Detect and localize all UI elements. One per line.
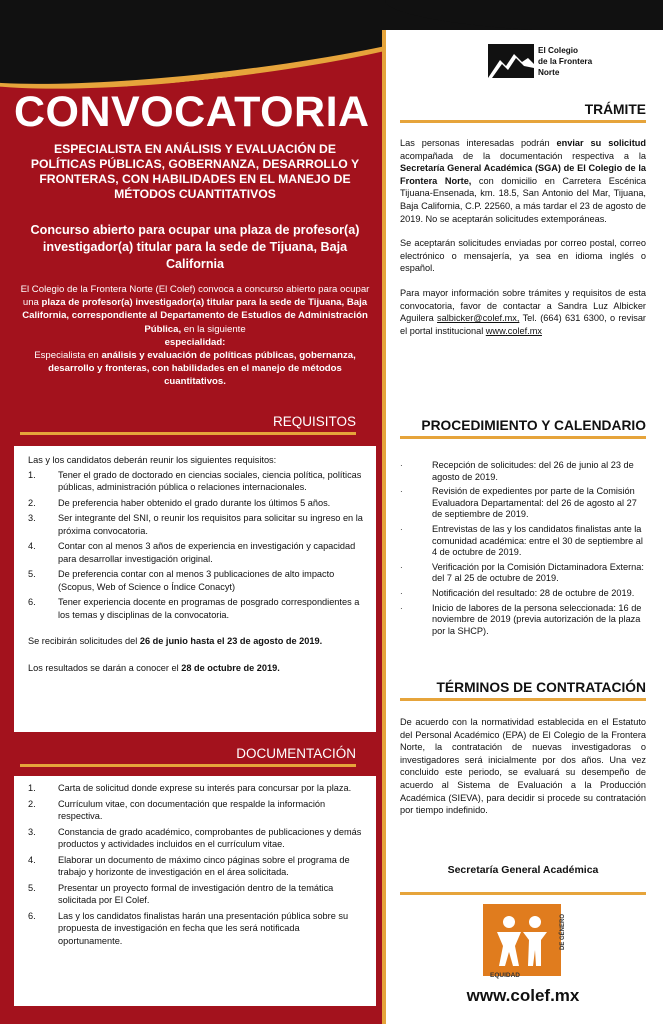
tramite-p2: Se aceptarán solicitudes enviadas por correo postal, correo electrónico o mensajería, ya sea en idioma inglés o español. bbox=[400, 238, 646, 274]
procedimiento-heading: PROCEDIMIENTO Y CALENDARIO bbox=[400, 418, 646, 439]
item-text: Notificación del resultado: 28 de octubre de 2019. bbox=[432, 587, 635, 598]
list-item bbox=[28, 469, 364, 494]
list-item bbox=[28, 910, 364, 948]
list-item bbox=[28, 568, 364, 593]
dates-paragraph bbox=[28, 635, 364, 648]
logo-text bbox=[538, 45, 638, 78]
procedimiento-list bbox=[400, 460, 646, 637]
bullet-icon: · bbox=[400, 487, 403, 497]
item-text: Currículum vitae, con documentación que respalde la información respectiva. bbox=[58, 798, 326, 821]
position-subtitle: ESPECIALISTA EN ANÁLISIS Y EVALUACIÓN DE POLÍTICAS PÚBLICAS, GOBERNANZA, DESARROLLO Y FRONTERAS, CON HABILIDADES EN EL MANEJO DE MÉTODOS CUANTITATIVOS bbox=[30, 142, 360, 201]
intro-text: El Colegio de la Frontera Norte (El Colef) convoca a concurso abierto para ocupar una bbox=[20, 284, 370, 309]
list-item bbox=[28, 512, 364, 537]
colef-logo bbox=[488, 42, 648, 82]
item-number: 2. bbox=[28, 798, 36, 809]
item-text: Entrevistas de las y los candidatos finalistas ante la comunidad académica: entre el 30 de septiembre al 4 de octubre de 2019. bbox=[432, 523, 643, 558]
text-bold: Secretaría General Académica (SGA) de El Colegio de la Frontera Norte, bbox=[400, 163, 646, 186]
list-item bbox=[400, 588, 646, 600]
item-number: 4. bbox=[28, 854, 36, 865]
list-item bbox=[400, 603, 646, 638]
list-item bbox=[28, 882, 364, 907]
item-text: Carta de solicitud donde exprese su interés para concursar por la plaza. bbox=[58, 783, 352, 793]
text-run: Para mayor información sobre trámites y requisitos de esta convocatoria, favor de contactar a Sandra Luz Albicker Aguilera bbox=[400, 287, 646, 324]
item-number: 1. bbox=[28, 783, 36, 793]
item-text: Presentar un proyecto formal de investigación dentro de la temática solicitada por El Colef. bbox=[58, 882, 334, 905]
item-number: 3. bbox=[28, 826, 36, 837]
mountain-logo-icon bbox=[488, 44, 534, 78]
list-item bbox=[28, 540, 364, 565]
item-text: Las y los candidatos finalistas harán una presentación pública sobre su propuesta de investigación en fecha que les será notificada oportunamente. bbox=[58, 910, 349, 946]
item-number: 5. bbox=[28, 882, 36, 893]
bullet-icon: · bbox=[400, 562, 403, 572]
text-run: acompañada de la documentación respectiva a la bbox=[400, 150, 646, 161]
specialty-label: especialidad: bbox=[164, 336, 226, 348]
intro-end: en la siguiente bbox=[181, 323, 246, 335]
bullet-icon: · bbox=[400, 588, 403, 598]
results-paragraph bbox=[28, 662, 364, 675]
divider-line bbox=[382, 30, 386, 1024]
logo-line: El Colegio bbox=[538, 46, 579, 55]
list-item bbox=[28, 596, 364, 621]
text-run: Las personas interesadas podrán bbox=[400, 138, 557, 148]
item-number: 1. bbox=[28, 469, 36, 480]
item-text: Tener el grado de doctorado en ciencias sociales, ciencia política, políticas públicas, administración pública o relaciones internacionales. bbox=[58, 469, 362, 492]
item-text: Elaborar un documento de máximo cinco páginas sobre el programa de trabajo y horizonte de investigación en el área solicitada. bbox=[58, 854, 350, 877]
item-text: De preferencia haber obtenido el grado durante los últimos 5 años. bbox=[58, 497, 331, 508]
contest-description: Concurso abierto para ocupar una plaza de profesor(a) investigador(a) titular para la sede de Tijuana, Baja California bbox=[30, 223, 360, 271]
requisitos-list bbox=[28, 469, 364, 622]
tramite-p1 bbox=[400, 137, 646, 225]
list-item bbox=[400, 562, 646, 585]
specialty-prefix: Especialista en bbox=[34, 350, 102, 362]
item-text: Contar con al menos 3 años de experiencia en investigación y capacidad para desarrollar investigación original. bbox=[58, 541, 356, 564]
item-text: Revisión de expedientes por parte de la Comisión Evaluadora Departamental: del 26 de agosto al 27 de septiembre de 2019. bbox=[432, 486, 637, 520]
item-text: Tener experiencia docente en programas de posgrado correspondientes a los temas y disciplinas de la convocatoria. bbox=[58, 597, 360, 620]
item-number: 6. bbox=[28, 910, 36, 921]
item-number: 5. bbox=[28, 569, 36, 579]
item-text: Recepción de solicitudes: del 26 de junio al 23 de agosto de 2019. bbox=[432, 460, 634, 482]
text-bold: enviar su solicitud bbox=[556, 138, 646, 148]
website-link[interactable]: www.colef.mx bbox=[466, 986, 580, 1005]
terminos-text: De acuerdo con la normatividad establecida en el Estatuto del Personal Académico (EPA) de El Colegio de la Frontera Norte, la contratación de nuevas investigadoras o investigadores será inicialmente por dos años. Una vez concluido este periodo, se evaluará su desempeño de acuerdo al Sistema de Evaluación a la Producción Académica (SIEVA), para decidir si procede su contratación por tiempo indefinido. bbox=[400, 717, 646, 816]
item-number: 2. bbox=[28, 497, 36, 508]
tramite-text bbox=[400, 137, 646, 337]
item-number: 4. bbox=[28, 541, 36, 551]
bullet-icon: · bbox=[400, 461, 403, 470]
requisitos-heading: REQUISITOS bbox=[20, 414, 356, 435]
dates-prefix: Se recibirán solicitudes del bbox=[28, 636, 140, 646]
terminos-heading: TÉRMINOS DE CONTRATACIÓN bbox=[400, 680, 646, 701]
requisitos-box bbox=[14, 446, 376, 732]
documentacion-box bbox=[14, 776, 376, 1006]
intro-paragraph bbox=[20, 283, 370, 389]
documentacion-list bbox=[28, 782, 364, 947]
item-number: 3. bbox=[28, 513, 36, 523]
item-text: Verificación por la Comisión Dictaminadora Externa: del 7 al 25 de octubre de 2019. bbox=[432, 561, 644, 584]
item-text: Inicio de labores de la persona seleccionada: 16 de noviembre de 2019 (previa autorización de la plaza por la SHCP). bbox=[432, 602, 642, 636]
text-run: Tel. (664) 631 6300, o revisar el portal institucional bbox=[400, 313, 646, 336]
item-text: De preferencia contar con al menos 3 publicaciones de alto impacto (Scopus, Web of Science o Índice Conacyt) bbox=[58, 569, 335, 592]
list-item bbox=[400, 524, 646, 559]
requisitos-intro: Las y los candidatos deberán reunir los siguientes requisitos: bbox=[28, 455, 277, 465]
list-item bbox=[400, 486, 646, 521]
list-item bbox=[28, 497, 364, 510]
contact-email-link[interactable]: salbicker@colef.mx, bbox=[437, 313, 520, 324]
item-text: Constancia de grado académico, comprobantes de publicaciones y demás productos y actividades incluidos en el currículum vitae. bbox=[58, 826, 362, 849]
procedimiento-section bbox=[400, 460, 646, 640]
tramite-p3 bbox=[400, 287, 646, 337]
logo-line: Norte bbox=[538, 68, 560, 77]
portal-link[interactable]: www.colef.mx bbox=[485, 325, 542, 336]
equidad-logo-icon bbox=[483, 904, 561, 976]
bullet-icon: · bbox=[400, 524, 403, 534]
equidad-label: EQUIDAD bbox=[490, 972, 520, 979]
intro-bold: plaza de profesor(a) investigador(a) titular para la sede de Tijuana, Baja California, correspondiente al Departamento de Estudios de Administración Pública, bbox=[22, 297, 368, 335]
bullet-icon: · bbox=[400, 603, 403, 613]
list-item bbox=[28, 854, 364, 879]
equidad-label-vertical: DE GÉNERO bbox=[560, 914, 566, 951]
list-item bbox=[28, 826, 364, 851]
signature: Secretaría General Académica bbox=[447, 864, 599, 876]
dates-bold: 26 de junio hasta el 23 de agosto de 2019. bbox=[139, 636, 323, 646]
signature-line bbox=[400, 892, 646, 895]
results-bold: 28 de octubre de 2019. bbox=[181, 662, 280, 673]
logo-line: de la Frontera bbox=[538, 57, 593, 66]
item-text: Ser integrante del SNI, o reunir los requisitos para solicitar su ingreso en la próxima convocatoria. bbox=[58, 513, 363, 536]
specialty-text: análisis y evaluación de políticas públicas, gobernanza, desarrollo y fronteras, con habilidades en el manejo de métodos cuantitativos. bbox=[48, 350, 356, 388]
list-item bbox=[28, 782, 364, 795]
results-prefix: Los resultados se darán a conocer el bbox=[28, 662, 182, 673]
documentacion-heading: DOCUMENTACIÓN bbox=[20, 746, 356, 767]
text-run: con domicilio en Carretera Escénica Tijuana-Ensenada, km. 18.5, San Antonio del Mar, Tijuana, Baja California, C.P. 22560, a más tardar el 23 de agosto de 2019. No se aceptarán solicitudes extemporáneas. bbox=[400, 175, 646, 224]
list-item bbox=[28, 798, 364, 823]
page-title: CONVOCATORIA bbox=[14, 88, 370, 136]
tramite-heading: TRÁMITE bbox=[400, 102, 646, 123]
list-item bbox=[400, 460, 646, 483]
item-number: 6. bbox=[28, 597, 36, 607]
